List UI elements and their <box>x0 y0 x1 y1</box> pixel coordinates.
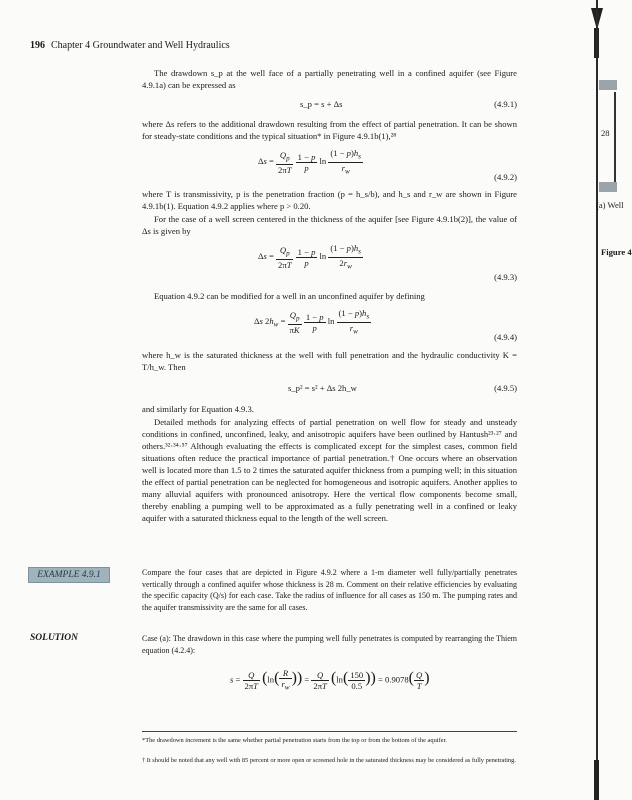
thiem-R-value: 150 <box>350 669 364 680</box>
margin-label-28: 28 <box>601 128 610 138</box>
page-binding-edge <box>596 0 598 800</box>
example-badge: EXAMPLE 4.9.1 <box>28 567 110 583</box>
binding-edge-bottom <box>594 760 599 800</box>
equation-number-4-9-3: (4.9.3) <box>494 272 517 282</box>
chapter-title: Chapter 4 Groundwater and Well Hydraulics <box>51 40 230 51</box>
thiem-rw-value: 0.5 <box>351 680 363 691</box>
footnote-2: † It should be noted that any well with 85 percent or more open or screened hole in the saturated thickness may be considered as fully penetrating. <box>142 757 516 764</box>
margin-gray-bar-bottom <box>599 182 617 192</box>
solution-label: SOLUTION <box>30 633 79 643</box>
equation-4-9-1: s_p = s + Δs <box>300 99 343 109</box>
equation-number-4-9-5: (4.9.5) <box>494 383 517 393</box>
equation-number-4-9-4: (4.9.4) <box>494 332 517 342</box>
solution-text: Case (a): The drawdown in this case where the pumping well fully penetrates is computed by rearranging the Thiem equation (4.2.4): <box>142 634 517 655</box>
margin-label-figure: Figure 4 <box>601 247 632 257</box>
paragraph-detailed-methods: Detailed methods for analyzing effects of partial penetration on well flow for steady and unsteady conditions in confined, unconfined, leaky, and anisotropic aquifers have been outlined by Hantush²³·²⁷ and others.³²·³⁴·⁵⁷ Although evaluating the effects is complicated except for the simplest cases, common field situations often reduce the practical importance of partial penetration.† One occurs where an observation well is located more than 1.5 to 2 times the saturated aquifer thickness from a pumping well; in this situation the effect of partial penetration can be neglected for homogeneous and isotropic aquifers. Another applies to many alluvial aquifers with pronounced anisotropy. Here the vertical flow components become small, thereby enabling a pumping well to be approximated as a fully penetrating well in a confined or leaky aquifer with a saturated thickness equal to the length of the well screen. <box>142 417 517 523</box>
page-number: 196 <box>30 40 45 51</box>
equation-4-9-4: Δs $2h_w$ = $\frac{Q_p}{\pi K}$ $\frac{1 - p}{p}$ ln $\frac{(1 - p)h_s}{r_w}$ <box>254 308 370 336</box>
margin-label-well: (a) Well <box>596 200 624 210</box>
footnote-1: *The drawdown increment is the same whether partial penetration starts from the top or from the bottom of the aquifer. <box>142 737 447 744</box>
paragraph-unconfined: Equation 4.9.2 can be modified for a well in an unconfined aquifer by defining <box>154 291 425 301</box>
paragraph-saturated-thickness: where h_w is the saturated thickness at the well with full penetration and the hydraulic conductivity K = T/h_w. Then <box>142 350 517 372</box>
paragraph-transmissivity: where T is transmissivity, p is the penetration fraction (p = h_s/b), and h_s and r_w are shown in Figure 4.9.1b(1). Equation 4.9.2 applies where p > 0.20. <box>142 189 517 211</box>
margin-gray-bar-top <box>599 80 617 90</box>
paragraph-delta-s: where Δs refers to the additional drawdown resulting from the effect of partial penetration. It can be shown for steady-state conditions and the typical situation* in Figure 4.9.1b(1),²⁸ <box>142 119 517 141</box>
thiem-coefficient: 0.9078 <box>385 674 409 685</box>
equation-number-4-9-1: (4.9.1) <box>494 99 517 109</box>
paragraph-similarly: and similarly for Equation 4.9.3. <box>142 404 254 414</box>
thiem-equation: s = $\frac{Q}{2\pi T}$ (ln( $\frac{R}{r_w}$ )) = $\frac{Q}{2\pi T}$ (ln( $\frac{150}{0.5}$ )) = 0.9078( $\frac{Q}{T}$ ) <box>230 668 430 692</box>
equation-4-9-2: Δs = $\frac{Q_p}{2\pi T}$ $\frac{1 - p}{p}$ ln $\frac{(1 - p)h_s}{r_w}$ <box>258 148 361 176</box>
running-header <box>30 40 230 51</box>
example-text: Compare the four cases that are depicted in Figure 4.9.2 where a 1-m diameter well fully/partially penetrates vertically through a confined aquifer whose thickness is 28 m. Comment on their relative efficiencies by evaluating the specific capacity (Q/s) for each case. Take the radius of influence for all cases as 150 m. The pumping rates and the aquifer transmissivity are the same for all cases. <box>142 568 517 612</box>
equation-number-4-9-2: (4.9.2) <box>494 172 517 182</box>
paragraph-intro: The drawdown s_p at the well face of a partially penetrating well in a confined aquifer (see Figure 4.9.1a) can be expressed as <box>142 68 517 90</box>
equation-4-9-3: Δs = $\frac{Q_p}{2\pi T}$ $\frac{1 - p}{p}$ ln $\frac{(1 - p)h_s}{2r_w}$ <box>258 243 361 271</box>
equation-4-9-5: s_p² = s² + Δs 2h_w <box>288 383 357 393</box>
paragraph-centered-screen: For the case of a well screen centered in the thickness of the aquifer [see Figure 4.9.1b(2)], the value of Δs is given by <box>142 214 517 236</box>
footnote-rule <box>142 731 517 732</box>
margin-figure-line <box>614 92 616 182</box>
